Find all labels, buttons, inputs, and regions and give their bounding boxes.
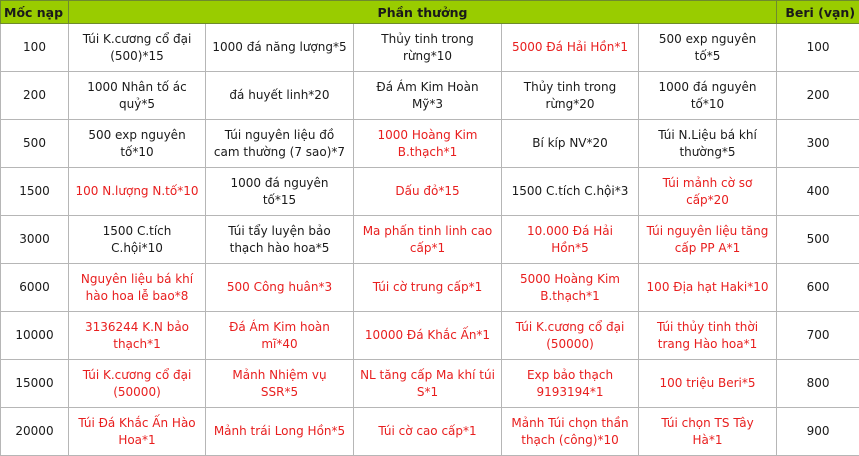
reward-cell: Túi cờ trung cấp*1 (354, 264, 502, 312)
reward-cell: Thủy tinh trong rừng*20 (502, 72, 639, 120)
reward-cell: đá huyết linh*20 (206, 72, 354, 120)
level-cell: 1500 (1, 168, 69, 216)
reward-cell: 10000 Đá Khắc Ấn*1 (354, 312, 502, 360)
reward-cell: 1500 C.tích C.hội*3 (502, 168, 639, 216)
reward-cell: Mảnh Nhiệm vụ SSR*5 (206, 360, 354, 408)
level-cell: 20000 (1, 408, 69, 456)
level-cell: 100 (1, 24, 69, 72)
reward-cell: Ma phấn tinh linh cao cấp*1 (354, 216, 502, 264)
reward-cell: 1000 đá năng lượng*5 (206, 24, 354, 72)
table-row (1, 168, 859, 216)
reward-cell: 100 triệu Beri*5 (639, 360, 777, 408)
beri-cell: 100 (777, 24, 859, 72)
reward-cell: Túi N.Liệu bá khí thường*5 (639, 120, 777, 168)
rewards-header: Phần thưởng (69, 1, 777, 24)
beri-cell: 500 (777, 216, 859, 264)
reward-cell: 500 Công huân*3 (206, 264, 354, 312)
reward-cell: Nguyên liệu bá khí hào hoa lễ bao*8 (69, 264, 206, 312)
level-cell: 6000 (1, 264, 69, 312)
level-header: Mốc nạp (1, 1, 69, 24)
reward-cell: 100 Địa hạt Haki*10 (639, 264, 777, 312)
level-cell: 200 (1, 72, 69, 120)
beri-header: Beri (vạn) (777, 1, 859, 24)
reward-cell: Mảnh Túi chọn thần thạch (công)*10 (502, 408, 639, 456)
reward-cell: 1000 Hoàng Kim B.thạch*1 (354, 120, 502, 168)
table-row (1, 72, 859, 120)
beri-cell: 700 (777, 312, 859, 360)
reward-cell: 5000 Hoàng Kim B.thạch*1 (502, 264, 639, 312)
beri-cell: 400 (777, 168, 859, 216)
reward-cell: Dấu đỏ*15 (354, 168, 502, 216)
beri-cell: 800 (777, 360, 859, 408)
reward-cell: Túi K.cương cổ đại (50000) (502, 312, 639, 360)
reward-cell: Túi Đá Khắc Ấn Hào Hoa*1 (69, 408, 206, 456)
table-row (1, 216, 859, 264)
table-row (1, 264, 859, 312)
reward-cell: 1000 đá nguyên tố*15 (206, 168, 354, 216)
table-row (1, 408, 859, 456)
reward-cell: Túi K.cương cổ đại (500)*15 (69, 24, 206, 72)
reward-cell: NL tăng cấp Ma khí túi S*1 (354, 360, 502, 408)
beri-cell: 900 (777, 408, 859, 456)
reward-cell: Bí kíp NV*20 (502, 120, 639, 168)
reward-cell: Đá Ám Kim hoàn mĩ*40 (206, 312, 354, 360)
reward-cell: 1500 C.tích C.hội*10 (69, 216, 206, 264)
level-cell: 10000 (1, 312, 69, 360)
reward-cell: Túi mảnh cờ sơ cấp*20 (639, 168, 777, 216)
reward-cell: Thủy tinh trong rừng*10 (354, 24, 502, 72)
reward-cell: 100 N.lượng N.tố*10 (69, 168, 206, 216)
reward-cell: Túi K.cương cổ đại (50000) (69, 360, 206, 408)
reward-cell: Túi nguyên liệu tăng cấp PP A*1 (639, 216, 777, 264)
reward-cell: Túi cờ cao cấp*1 (354, 408, 502, 456)
table-row (1, 120, 859, 168)
reward-cell: Túi nguyên liệu đồ cam thường (7 sao)*7 (206, 120, 354, 168)
table-row (1, 360, 859, 408)
table-body (1, 24, 859, 456)
level-cell: 15000 (1, 360, 69, 408)
reward-cell: 500 exp nguyên tố*10 (69, 120, 206, 168)
reward-cell: 1000 đá nguyên tố*10 (639, 72, 777, 120)
reward-cell: 500 exp nguyên tố*5 (639, 24, 777, 72)
reward-cell: Đá Ám Kim Hoàn Mỹ*3 (354, 72, 502, 120)
beri-cell: 200 (777, 72, 859, 120)
reward-cell: Túi tẩy luyện bảo thạch hào hoa*5 (206, 216, 354, 264)
reward-cell: 10.000 Đá Hải Hồn*5 (502, 216, 639, 264)
level-cell: 3000 (1, 216, 69, 264)
header-row (1, 1, 859, 24)
table-row (1, 312, 859, 360)
reward-cell: Exp bảo thạch 9193194*1 (502, 360, 639, 408)
reward-cell: Túi thủy tinh thời trang Hào hoa*1 (639, 312, 777, 360)
beri-cell: 600 (777, 264, 859, 312)
reward-cell: 1000 Nhân tố ác quỷ*5 (69, 72, 206, 120)
reward-cell: Mảnh trái Long Hồn*5 (206, 408, 354, 456)
reward-cell: 5000 Đá Hải Hồn*1 (502, 24, 639, 72)
reward-cell: Túi chọn TS Tây Hà*1 (639, 408, 777, 456)
level-cell: 500 (1, 120, 69, 168)
reward-cell: 3136244 K.N bảo thạch*1 (69, 312, 206, 360)
beri-cell: 300 (777, 120, 859, 168)
table-row (1, 24, 859, 72)
